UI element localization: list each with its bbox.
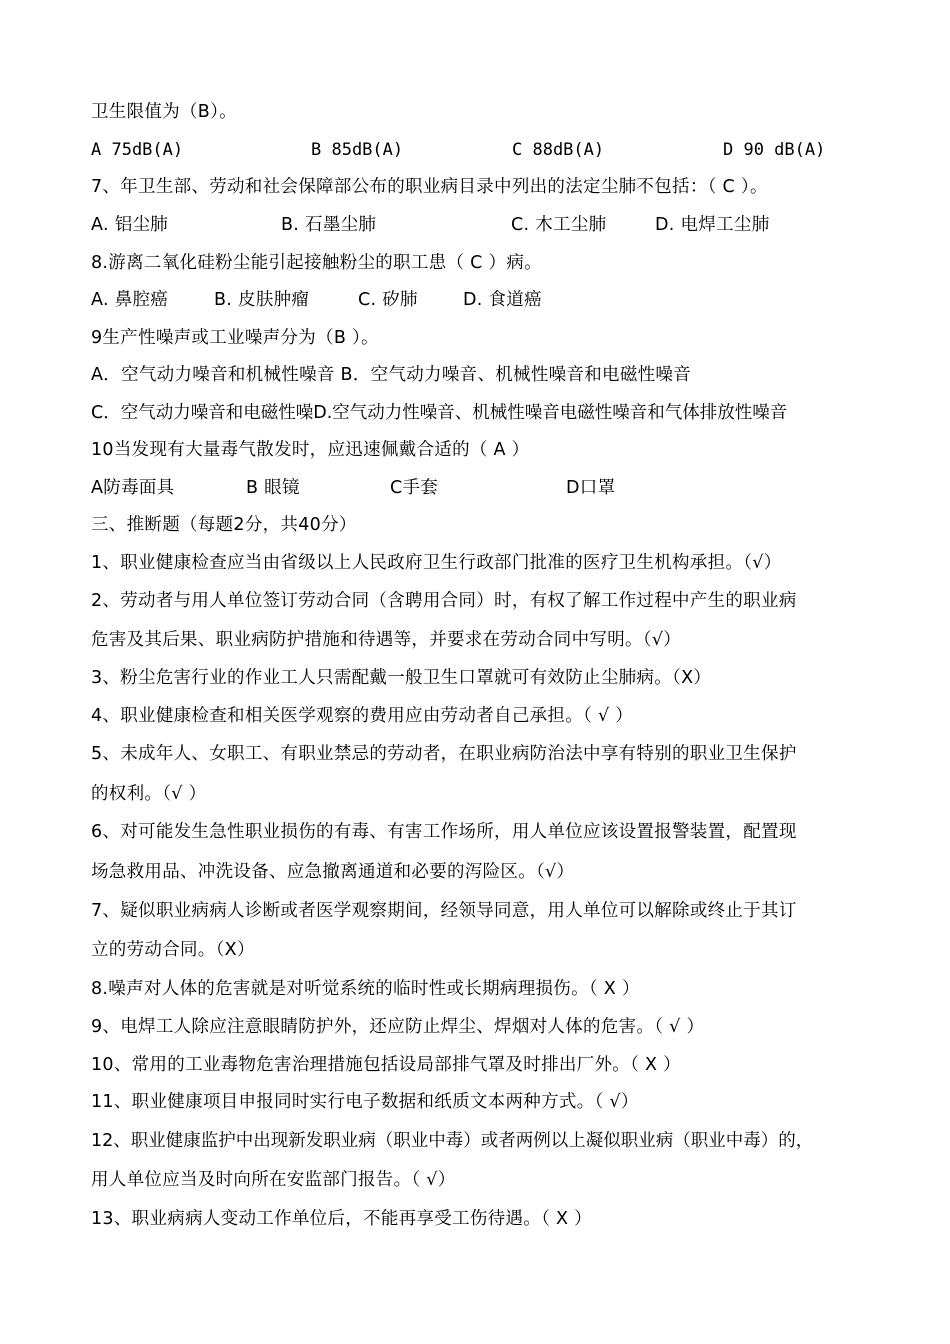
statement: 12、职业健康监护中出现新发职业病（职业中毒）或者两例以上凝似职业病（职业中毒）的， (91, 1131, 814, 1151)
option-a: A 75dB(A) (91, 140, 184, 160)
option-c: C手套 (390, 478, 439, 498)
text-line: 卫生限值为（B）。 (91, 102, 237, 122)
section-heading: 三、推断题（每题2分，共40分） (91, 515, 357, 535)
statement: 8.噪声对人体的危害就是对听觉系统的临时性或长期病理损伤。（ X ） (91, 979, 640, 999)
statement: 7、疑似职业病病人诊断或者医学观察期间，经领导同意，用人单位可以解除或终止于其订 (91, 901, 797, 921)
option-a: A防毒面具 (91, 478, 175, 498)
statement-continued: 用人单位应当及时向所在安监部门报告。（ √） (91, 1170, 456, 1190)
statement: 5、未成年人、女职工、有职业禁忌的劳动者，在职业病防治法中享有特别的职业卫生保护 (91, 744, 797, 764)
option-a: A. 鼻腔癌 (91, 290, 169, 310)
question-text: 9生产性噪声或工业噪声分为（B ）。 (91, 328, 379, 348)
statement: 10、常用的工业毒物危害治理措施包括设局部排气罩及时排出厂外。（ X ） (91, 1055, 681, 1075)
statement: 3、粉尘危害行业的作业工人只需配戴一般卫生口罩就可有效防止尘肺病。（X） (91, 668, 712, 688)
statement-continued: 的权利。（√ ） (91, 784, 207, 804)
option-c: C 88dB(A) (512, 140, 605, 160)
option-a: A. 铝尘肺 (91, 215, 169, 235)
option-b: B 85dB(A) (311, 140, 404, 160)
statement: 9、电焊工人除应注意眼睛防护外，还应防止焊尘、焊烟对人体的危害。（ √ ） (91, 1017, 705, 1037)
statement: 4、职业健康检查和相关医学观察的费用应由劳动者自己承担。（ √ ） (91, 706, 634, 726)
option-b: B. 皮肤肿瘤 (214, 290, 310, 310)
statement-continued: 场急救用品、冲洗设备、应急撤离通道和必要的泻险区。（√） (91, 862, 575, 882)
question-text: 8.游离二氧化硅粉尘能引起接触粉尘的职工患（ C ）病。 (91, 253, 542, 273)
statement-continued: 危害及其后果、职业病防护措施和待遇等，并要求在劳动合同中写明。（√） (91, 630, 682, 650)
option-d: D口罩 (566, 478, 616, 498)
option-line: C．空气动力噪音和电磁性噪D.空气动力性噪音、机械性噪音电磁性噪音和气体排放性噪音 (91, 403, 788, 423)
option-d: D 90 dB(A) (723, 140, 826, 160)
option-b: B 眼镜 (246, 478, 300, 498)
option-d: D. 电焊工尘肺 (655, 215, 770, 235)
option-line: A．空气动力噪音和机械性噪音 B．空气动力噪音、机械性噪音和电磁性噪音 (91, 365, 692, 385)
statement: 2、劳动者与用人单位签订劳动合同（含聘用合同）时，有权了解工作过程中产生的职业病 (91, 591, 797, 611)
question-text: 10当发现有大量毒气散发时，应迅速佩戴合适的（ A ） (91, 440, 530, 460)
option-c: C. 木工尘肺 (511, 215, 607, 235)
statement: 6、对可能发生急性职业损伤的有毒、有害工作场所，用人单位应该设置报警装置，配置现 (91, 822, 797, 842)
statement: 13、职业病病人变动工作单位后，不能再享受工伤待遇。（ X ） (91, 1209, 592, 1229)
question-text: 7、年卫生部、劳动和社会保障部公布的职业病目录中列出的法定尘肺不包括：（ C ）。 (91, 177, 768, 197)
option-d: D. 食道癌 (463, 290, 542, 310)
option-c: C. 矽肺 (358, 290, 418, 310)
statement-continued: 立的劳动合同。（X） (91, 940, 255, 960)
statement: 1、职业健康检查应当由省级以上人民政府卫生行政部门批准的医疗卫生机构承担。（√） (91, 553, 782, 573)
statement: 11、职业健康项目申报同时实行电子数据和纸质文本两种方式。（ √） (91, 1092, 639, 1112)
option-b: B. 石墨尘肺 (281, 215, 377, 235)
